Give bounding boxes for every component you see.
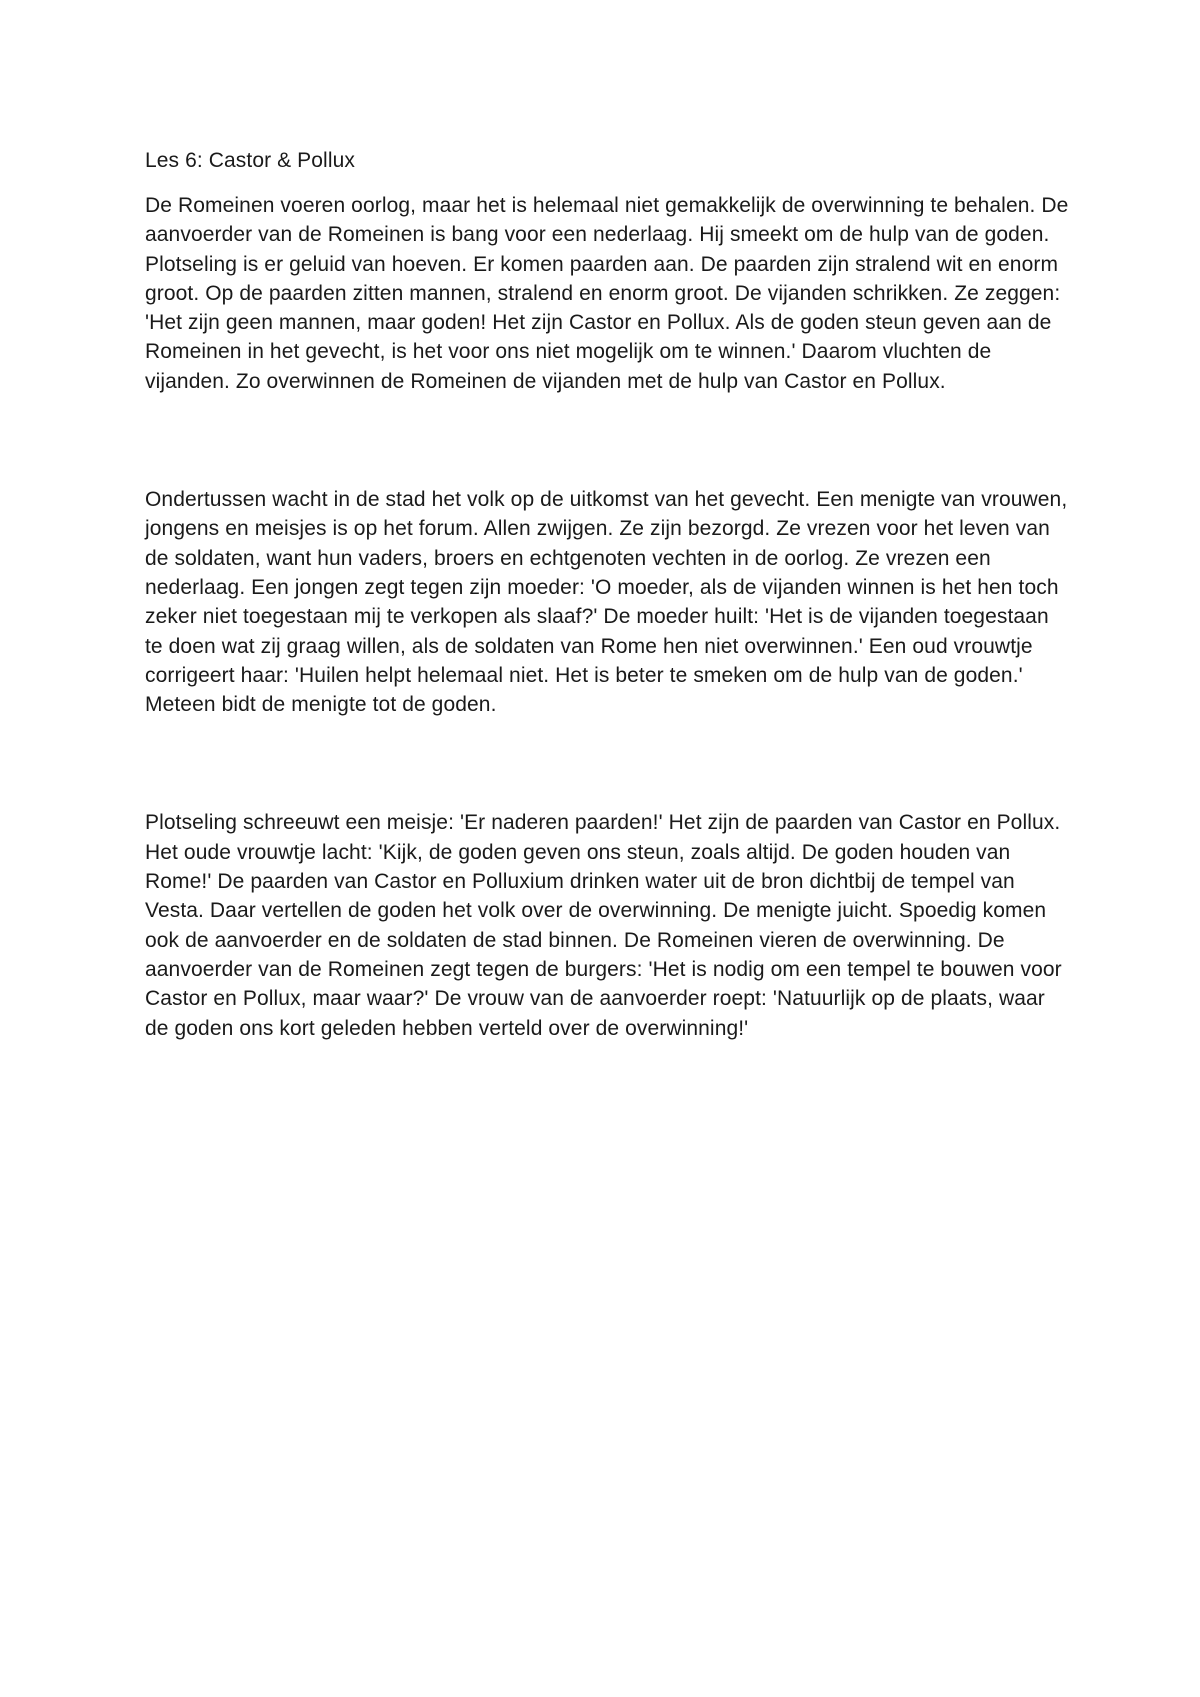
paragraph-2: Ondertussen wacht in de stad het volk op de uitkomst van het gevecht. Een menigte van vrouwen, jongens en meisjes is op het forum. Allen zwijgen. Ze zijn bezorgd. Ze vrezen voor het leven van de soldaten, want hun vaders, broers en echtgenoten vechten in de oorlog. Ze vrezen een nederlaag. Een jongen zegt tegen zijn moeder: 'O moeder, als de vijanden winnen is het hen toch zeker niet toegestaan mij te verkopen als slaaf?' De moeder huilt: 'Het is de vijanden toegestaan te doen wat zij graag willen, als de soldaten van Rome hen niet overwinnen.' Een oud vrouwtje corrigeert haar: 'Huilen helpt helemaal niet. Het is beter te smeken om de hulp van de goden.' Meteen bidt de menigte tot de goden. (145, 488, 1068, 717)
document-page (145, 146, 1070, 1043)
document-title: Les 6: Castor & Pollux (145, 149, 355, 172)
paragraph-3: Plotseling schreeuwt een meisje: 'Er naderen paarden!' Het zijn de paarden van Castor en Pollux. Het oude vrouwtje lacht: 'Kijk, de goden geven ons steun, zoals altijd. De goden houden van Rome!' De paarden van Castor en Polluxium drinken water uit de bron dichtbij de tempel van Vesta. Daar vertellen de goden het volk over de overwinning. De menigte juicht. Spoedig komen ook de aanvoerder en de soldaten de stad binnen. De Romeinen vieren de overwinning. De aanvoerder van de Romeinen zegt tegen de burgers: 'Het is nodig om een tempel te bouwen voor Castor en Pollux, maar waar?' De vrouw van de aanvoerder roept: 'Natuurlijk op de plaats, waar de goden ons kort geleden hebben verteld over de overwinning!' (145, 811, 1062, 1040)
paragraph-1: De Romeinen voeren oorlog, maar het is helemaal niet gemakkelijk de overwinning te behalen. De aanvoerder van de Romeinen is bang voor een nederlaag. Hij smeekt om de hulp van de goden. Plotseling is er geluid van hoeven. Er komen paarden aan. De paarden zijn stralend wit en enorm groot. Op de paarden zitten mannen, stralend en enorm groot. De vijanden schrikken. Ze zeggen: 'Het zijn geen mannen, maar goden! Het zijn Castor en Pollux. Als de goden steun geven aan de Romeinen in het gevecht, is het voor ons niet mogelijk om te winnen.' Daarom vluchten de vijanden. Zo overwinnen de Romeinen de vijanden met de hulp van Castor en Pollux. (145, 194, 1069, 393)
